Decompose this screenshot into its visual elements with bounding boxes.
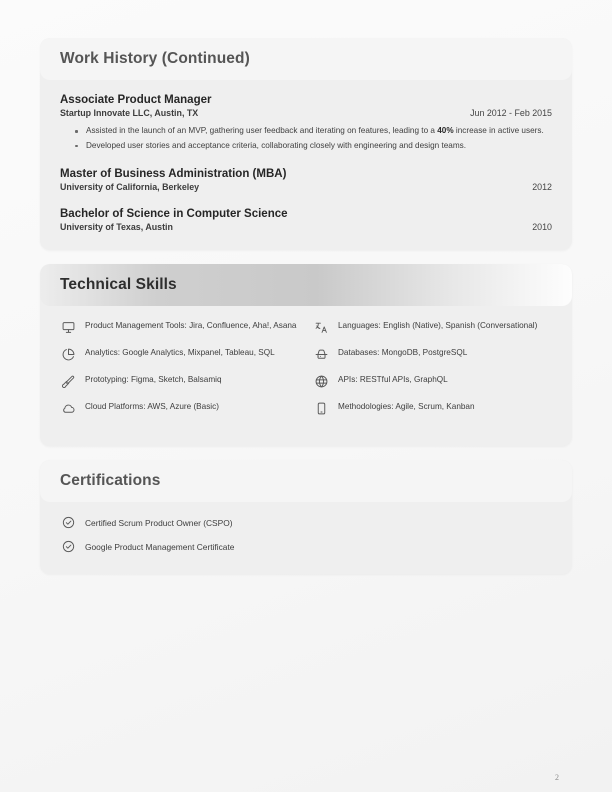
section-header-certifications <box>40 460 572 502</box>
section-title-technical-skills: Technical Skills <box>60 275 177 293</box>
bullet-text-pre: Assisted in the launch of an MVP, gathering user feedback and iterating on features, leading to a <box>86 126 438 135</box>
skill-text: Analytics: Google Analytics, Mixpanel, Tableau, SQL <box>85 347 275 357</box>
certification-text: Google Product Management Certificate <box>85 541 235 552</box>
section-body-certifications <box>40 502 572 574</box>
education-year: 2012 <box>532 181 552 192</box>
section-work-history <box>40 38 572 250</box>
certification-text: Certified Scrum Product Owner (CSPO) <box>85 517 233 528</box>
section-body-technical-skills <box>40 306 572 446</box>
skill-item <box>60 374 299 389</box>
paintbrush-icon <box>60 375 76 389</box>
section-certifications <box>40 460 572 574</box>
cloud-icon <box>60 402 76 416</box>
section-technical-skills <box>40 264 572 446</box>
work-entry <box>60 94 552 152</box>
globe-icon <box>313 375 329 389</box>
skill-item <box>60 347 299 362</box>
bullet-item <box>86 140 552 152</box>
certification-item <box>60 540 552 554</box>
education-degree: Bachelor of Science in Computer Science <box>60 207 288 220</box>
work-entry-organization: Startup Innovate LLC, Austin, TX <box>60 108 199 118</box>
education-year: 2010 <box>532 221 552 232</box>
certification-item <box>60 516 552 530</box>
skill-item <box>313 320 552 335</box>
education-entry <box>60 208 552 232</box>
education-meta <box>60 222 552 232</box>
monitor-icon <box>60 321 76 335</box>
section-title-work-history: Work History (Continued) <box>60 50 250 67</box>
skill-item <box>313 374 552 389</box>
education-degree: Master of Business Administration (MBA) <box>60 167 287 180</box>
skills-grid <box>60 320 552 428</box>
section-title-certifications: Certifications <box>60 471 161 489</box>
work-entry-bullets <box>60 125 552 152</box>
skill-text: Methodologies: Agile, Scrum, Kanban <box>338 401 475 411</box>
mobile-icon <box>313 402 329 416</box>
education-institution: University of Texas, Austin <box>60 221 173 232</box>
resume-content <box>40 38 572 588</box>
bullet-item <box>86 125 552 137</box>
pie-chart-icon <box>60 348 76 362</box>
skills-column-right <box>313 320 552 428</box>
skill-text: Languages: English (Native), Spanish (Conversational) <box>338 320 538 330</box>
skill-text: Cloud Platforms: AWS, Azure (Basic) <box>85 401 219 411</box>
section-header-work-history <box>40 38 572 80</box>
skill-item <box>313 401 552 416</box>
section-body-work-history <box>40 80 572 250</box>
skill-text: Product Management Tools: Jira, Confluence, Aha!, Asana <box>85 320 297 330</box>
education-meta <box>60 182 552 192</box>
check-circle-icon <box>60 516 76 530</box>
skill-item <box>60 320 299 335</box>
skill-text: Prototyping: Figma, Sketch, Balsamiq <box>85 374 222 384</box>
page-number: 2 <box>555 773 559 782</box>
work-entry-meta <box>60 108 552 118</box>
education-institution: University of California, Berkeley <box>60 181 200 192</box>
skill-text: APIs: RESTful APIs, GraphQL <box>338 374 448 384</box>
section-header-technical-skills <box>40 264 572 306</box>
bullet-text-pre: Developed user stories and acceptance criteria, collaborating closely with engineering and design teams. <box>86 140 467 150</box>
skill-text: Databases: MongoDB, PostgreSQL <box>338 347 468 357</box>
education-entry <box>60 168 552 192</box>
skill-item <box>60 401 299 416</box>
bullet-text-post: increase in active users. <box>453 126 544 135</box>
bullet-text-highlight: 40% <box>437 126 454 135</box>
work-entry-title: Associate Product Manager <box>60 94 212 106</box>
skill-item <box>313 347 552 362</box>
work-entry-date: Jun 2012 - Feb 2015 <box>470 108 552 118</box>
database-icon <box>313 348 329 362</box>
skills-column-left <box>60 320 299 428</box>
check-circle-icon <box>60 540 76 554</box>
translate-icon <box>313 321 329 335</box>
